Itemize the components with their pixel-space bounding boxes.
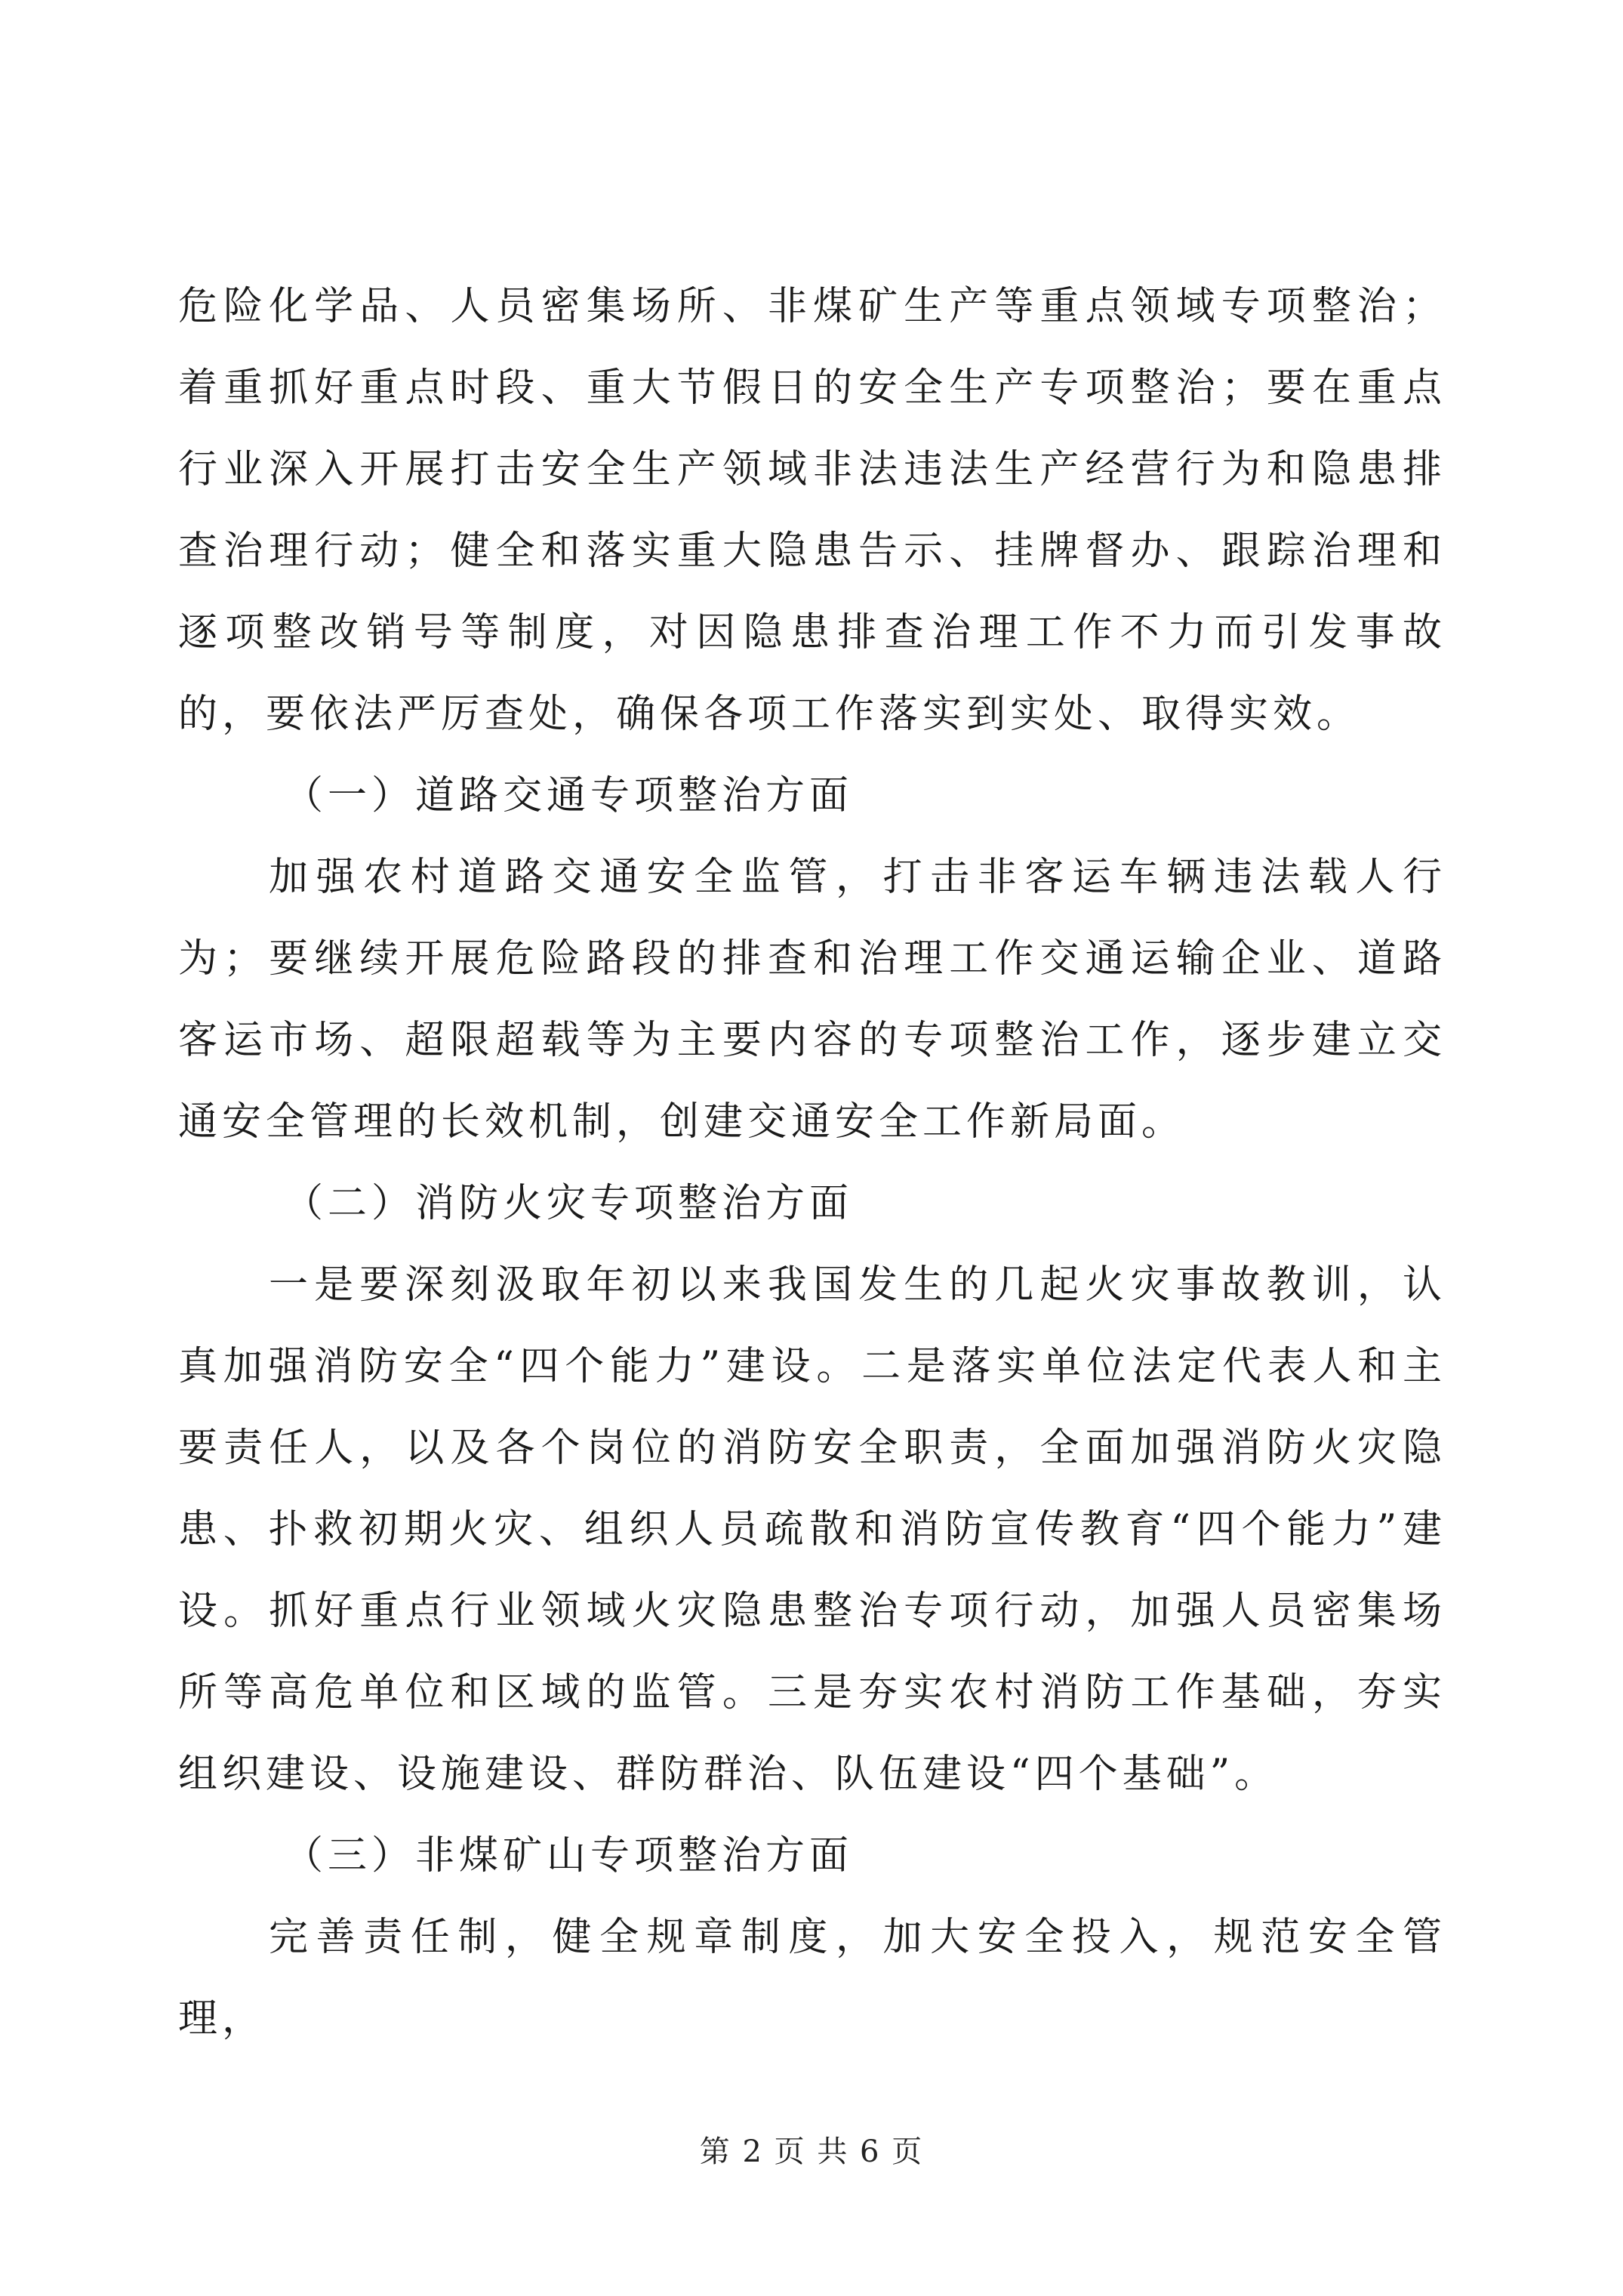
section-heading-fire: （二）消防火灾专项整治方面	[284, 1181, 854, 1226]
section-heading-non-coal-mine: （三）非煤矿山专项整治方面	[284, 1833, 854, 1878]
section-heading-road-traffic: （一）道路交通专项整治方面	[284, 773, 854, 818]
paragraph-non-coal-mine: 完善责任制，健全规章制度，加大安全投入，规范安全管理，	[178, 1915, 1446, 2042]
document-body	[178, 266, 1446, 2060]
paragraph-road-traffic: 加强农村道路交通安全监管，打击非客运车辆违法载人行为；要继续开展危险路段的排查和治理工作交通运输企业、道路客运市场、超限超载等为主要内容的专项整治工作，逐步建立交通安全管理的长效机制，创建交通安全工作新局面。	[178, 855, 1446, 1145]
paragraph-fire: 一是要深刻汲取年初以来我国发生的几起火灾事故教训，认真加强消防安全“四个能力”建设。二是落实单位法定代表人和主要责任人，以及各个岗位的消防安全职责，全面加强消防火灾隐患、扑救初期火灾、组织人员疏散和消防宣传教育“四个能力”建设。抓好重点行业领域火灾隐患整治专项行动，加强人员密集场所等高危单位和区域的监管。三是夯实农村消防工作基础，夯实组织建设、设施建设、群防群治、队伍建设“四个基础”。	[178, 1262, 1446, 1797]
page-footer: 第 2 页 共 6 页	[699, 2134, 924, 2169]
paragraph-continuation: 危险化学品、人员密集场所、非煤矿生产等重点领域专项整治；着重抓好重点时段、重大节假日的安全生产专项整治；要在重点行业深入开展打击安全生产领域非法违法生产经营行为和隐患排查治理行动；健全和落实重大隐患告示、挂牌督办、跟踪治理和逐项整改销号等制度，对因隐患排查治理工作不力而引发事故的，要依法严厉查处，确保各项工作落实到实处、取得实效。	[178, 284, 1446, 737]
